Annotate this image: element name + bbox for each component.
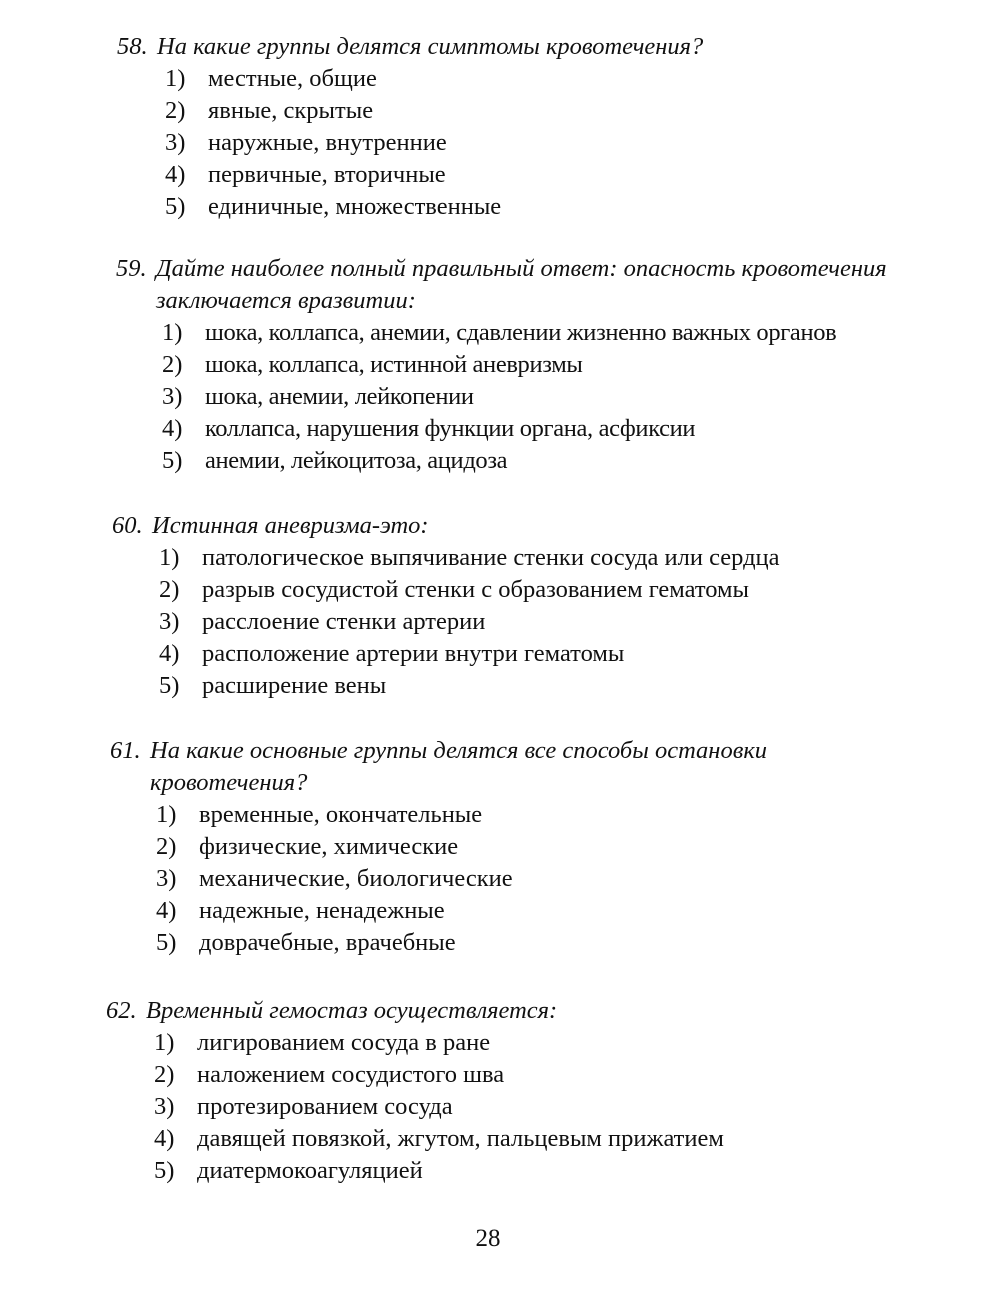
answer-option (159, 574, 892, 606)
answer-option (159, 542, 892, 574)
answer-option (159, 670, 892, 702)
option-text: временные, окончательные (199, 801, 483, 828)
question-number: 58. (117, 33, 148, 60)
question-number: 60. (112, 512, 143, 539)
question-heading (116, 253, 896, 317)
option-number: 4) (162, 415, 183, 442)
answer-option (165, 127, 897, 159)
option-text: механические, биологические (199, 865, 513, 892)
question-58 (117, 31, 897, 223)
option-number: 4) (156, 897, 177, 924)
option-text: патологическое выпячивание стенки сосуда или сердца (202, 544, 780, 571)
option-number: 2) (156, 833, 177, 860)
page-number: 28 (475, 1225, 501, 1252)
answer-option (156, 863, 862, 895)
option-text: расположение артерии внутри гематомы (202, 640, 625, 667)
option-number: 5) (156, 929, 177, 956)
option-text: надежные, ненадежные (199, 897, 445, 924)
option-number: 2) (165, 97, 186, 124)
answer-option (156, 799, 862, 831)
option-text: явные, скрытые (208, 97, 374, 124)
answer-option (165, 95, 897, 127)
question-heading (106, 995, 886, 1027)
option-text: единичные, множественные (208, 193, 502, 220)
question-heading (117, 31, 897, 63)
answer-options (154, 1027, 886, 1187)
option-number: 3) (156, 865, 177, 892)
option-number: 5) (154, 1157, 175, 1184)
question-heading (110, 735, 862, 799)
answer-option (165, 63, 897, 95)
option-number: 5) (159, 672, 180, 699)
answer-option (154, 1123, 886, 1155)
answer-option (162, 413, 896, 445)
answer-option (156, 927, 862, 959)
option-text: наружные, внутренние (208, 129, 447, 156)
option-text: наложением сосудистого шва (197, 1061, 505, 1088)
option-text: шока, коллапса, анемии, сдавлении жизненно важных органов (205, 319, 837, 346)
question-text: Временный гемостаз осуществляется: (146, 997, 558, 1024)
option-text: первичные, вторичные (208, 161, 446, 188)
option-text: коллапса, нарушения функции органа, асфиксии (205, 415, 696, 442)
option-text: давящей повязкой, жгутом, пальцевым прижатием (197, 1125, 724, 1152)
option-number: 1) (156, 801, 177, 828)
option-number: 3) (159, 608, 180, 635)
answer-option (159, 638, 892, 670)
option-number: 3) (165, 129, 186, 156)
answer-option (162, 317, 896, 349)
question-number: 62. (106, 997, 137, 1024)
option-text: доврачебные, врачебные (199, 929, 456, 956)
question-59 (116, 253, 896, 477)
option-text: расслоение стенки артерии (202, 608, 486, 635)
option-text: анемии, лейкоцитоза, ацидоза (205, 447, 508, 474)
answer-option (165, 159, 897, 191)
question-heading (112, 510, 892, 542)
answer-option (156, 895, 862, 927)
answer-options (159, 542, 892, 702)
answer-options (165, 63, 897, 223)
option-text: шока, анемии, лейкопении (205, 383, 474, 410)
option-number: 1) (159, 544, 180, 571)
option-number: 4) (159, 640, 180, 667)
question-text: Дайте наиболее полный правильный ответ: опасность кровотечения заключается вразвитии: (156, 255, 887, 314)
question-62 (106, 995, 886, 1187)
option-text: физические, химические (199, 833, 459, 860)
answer-option (159, 606, 892, 638)
option-number: 4) (165, 161, 186, 188)
question-number: 61. (110, 737, 141, 764)
option-text: протезированием сосуда (197, 1093, 453, 1120)
option-number: 3) (162, 383, 183, 410)
option-number: 5) (165, 193, 186, 220)
answer-option (162, 445, 896, 477)
answer-option (162, 381, 896, 413)
option-number: 4) (154, 1125, 175, 1152)
question-text: На какие основные группы делятся все способы остановки кровотечения? (150, 737, 768, 796)
option-number: 2) (154, 1061, 175, 1088)
question-text: Истинная аневризма-это: (152, 512, 429, 539)
question-text: На какие группы делятся симптомы кровотечения? (157, 33, 704, 60)
answer-options (156, 799, 862, 959)
option-number: 1) (154, 1029, 175, 1056)
question-60 (112, 510, 892, 702)
question-number: 59. (116, 255, 147, 282)
answer-option (154, 1091, 886, 1123)
option-number: 3) (154, 1093, 175, 1120)
answer-option (162, 349, 896, 381)
answer-option (154, 1027, 886, 1059)
option-text: разрыв сосудистой стенки с образованием гематомы (202, 576, 750, 603)
answer-options (162, 317, 896, 477)
answer-option (154, 1059, 886, 1091)
option-number: 2) (159, 576, 180, 603)
option-number: 5) (162, 447, 183, 474)
answer-option (156, 831, 862, 863)
option-text: местные, общие (208, 65, 377, 92)
option-text: лигированием сосуда в ране (197, 1029, 491, 1056)
option-text: диатермокоагуляцией (197, 1157, 423, 1184)
option-number: 1) (165, 65, 186, 92)
answer-option (154, 1155, 886, 1187)
question-61 (110, 735, 862, 959)
option-text: шока, коллапса, истинной аневризмы (205, 351, 583, 378)
answer-option (165, 191, 897, 223)
option-text: расширение вены (202, 672, 387, 699)
option-number: 1) (162, 319, 183, 346)
option-number: 2) (162, 351, 183, 378)
